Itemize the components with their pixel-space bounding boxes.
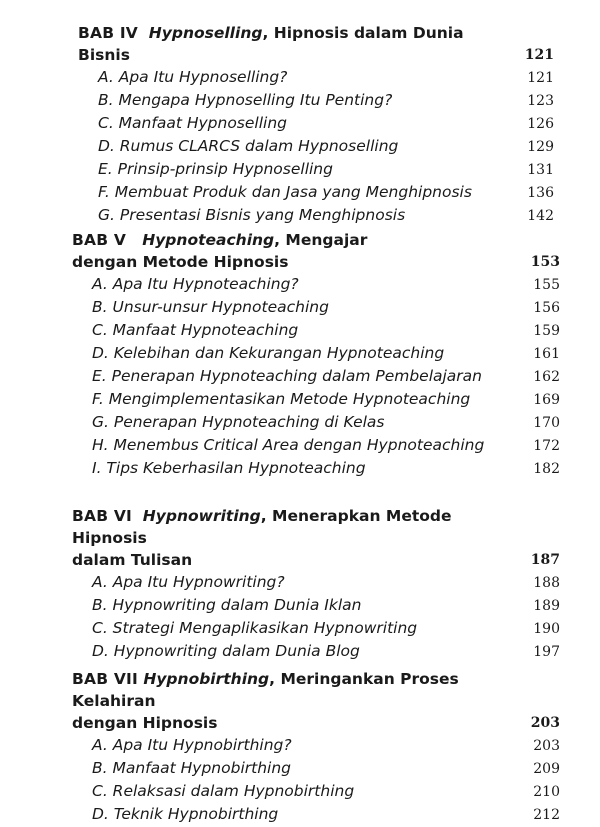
toc-entry-label: D. Rumus CLARCS dalam Hypnoselling <box>98 137 399 155</box>
toc-entry-page: 172 <box>533 438 560 454</box>
toc-entry-label: A. Apa Itu Hypnoteaching? <box>92 275 299 293</box>
toc-entry <box>78 204 558 227</box>
toc-entry-label: G. Penerapan Hypnoteaching di Kelas <box>92 413 385 431</box>
chapter-bab-vii <box>72 668 564 826</box>
toc-entry <box>72 411 564 434</box>
toc-entry-page: 123 <box>527 93 554 109</box>
toc-entry-page: 129 <box>527 139 554 155</box>
toc-entry-label: D. Kelebihan dan Kekurangan Hypnoteaching <box>92 344 445 362</box>
toc-entry <box>72 319 564 342</box>
toc-entry-label: A. Apa Itu Hypnobirthing? <box>92 736 292 754</box>
toc-entry-page: 161 <box>533 346 560 362</box>
toc-entry <box>72 571 564 594</box>
chapter-title-italic: Hypnoselling <box>148 24 263 42</box>
toc-entry <box>78 66 558 89</box>
toc-entry-label: C. Manfaat Hypnoteaching <box>92 321 299 339</box>
chapter-title-rest: , Mengajar <box>274 231 368 249</box>
chapter-title <box>78 22 558 66</box>
chapter-title <box>72 505 564 571</box>
chapter-title-line2: dalam Tulisan <box>72 551 193 569</box>
toc-entry <box>72 617 564 640</box>
toc-entry-page: 212 <box>533 807 560 823</box>
toc-entry-label: I. Tips Keberhasilan Hypnoteaching <box>92 459 366 477</box>
toc-entry-page: 121 <box>527 70 554 86</box>
chapter-page-number: 203 <box>530 715 560 731</box>
toc-entry-page: 190 <box>533 621 560 637</box>
toc-entry-label: D. Teknik Hypnobirthing <box>92 805 279 823</box>
chapter-title-rest: , Hipnosis dalam Dunia Bisnis <box>78 24 464 64</box>
toc-entry-label: B. Mengapa Hypnoselling Itu Penting? <box>98 91 393 109</box>
toc-entry-label: C. Manfaat Hypnoselling <box>98 114 287 132</box>
toc-entry-page: 210 <box>533 784 560 800</box>
chapter-title-italic: Hypnoteaching <box>142 231 275 249</box>
toc-entry-page: 136 <box>527 185 554 201</box>
toc-entry-label: F. Membuat Produk dan Jasa yang Menghipnosis <box>98 183 472 201</box>
toc-entry-page: 159 <box>533 323 560 339</box>
toc-entry <box>72 365 564 388</box>
toc-entry-label: B. Manfaat Hypnobirthing <box>92 759 292 777</box>
toc-entry-page: 209 <box>533 761 560 777</box>
chapter-title <box>72 668 564 734</box>
toc-entry <box>72 640 564 663</box>
chapter-number: BAB V <box>72 231 127 249</box>
toc-entry-page: 203 <box>533 738 560 754</box>
toc-entry-page: 182 <box>533 461 560 477</box>
toc-entry <box>72 342 564 365</box>
chapter-title <box>72 229 564 273</box>
chapter-title-rest: , Menerapkan Metode Hipnosis <box>72 507 452 547</box>
chapter-number: BAB VI <box>72 507 132 525</box>
toc-entry-label: C. Relaksasi dalam Hypnobirthing <box>92 782 355 800</box>
toc-entry <box>78 181 558 204</box>
chapter-title-line2: dengan Metode Hipnosis <box>72 253 289 271</box>
toc-entry <box>72 457 564 480</box>
chapter-page-number: 153 <box>530 254 560 270</box>
toc-entry <box>72 273 564 296</box>
toc-entry <box>72 388 564 411</box>
chapter-page-number: 121 <box>524 47 554 63</box>
chapter-bab-iv <box>78 22 558 227</box>
toc-entry-page: 142 <box>527 208 554 224</box>
toc-entry-label: E. Penerapan Hypnoteaching dalam Pembelajaran <box>92 367 483 385</box>
toc-entry-label: F. Mengimplementasikan Metode Hypnoteaching <box>92 390 471 408</box>
toc-entry <box>78 112 558 135</box>
toc-entry <box>72 296 564 319</box>
toc-entry-label: A. Apa Itu Hypnoselling? <box>98 68 288 86</box>
chapter-bab-v <box>72 229 564 480</box>
toc-entry <box>72 594 564 617</box>
toc-entry-page: 156 <box>533 300 560 316</box>
toc-entry <box>72 734 564 757</box>
toc-entry-page: 169 <box>533 392 560 408</box>
chapter-title-line2: dengan Hipnosis <box>72 714 218 732</box>
toc-entry-page: 126 <box>527 116 554 132</box>
toc-entry <box>78 158 558 181</box>
toc-entry <box>72 803 564 826</box>
toc-entry-page: 131 <box>527 162 554 178</box>
toc-entry-page: 189 <box>533 598 560 614</box>
toc-entry-label: E. Prinsip-prinsip Hypnoselling <box>98 160 333 178</box>
chapter-bab-vi <box>72 505 564 663</box>
chapter-title-rest: , Meringankan Proses Kelahiran <box>72 670 459 710</box>
toc-entry <box>72 780 564 803</box>
toc-entry <box>72 757 564 780</box>
chapter-number: BAB IV <box>78 24 138 42</box>
toc-entry-page: 170 <box>533 415 560 431</box>
toc-entry-page: 162 <box>533 369 560 385</box>
toc-entry <box>72 434 564 457</box>
toc-entry-page: 155 <box>533 277 560 293</box>
chapter-page-number: 187 <box>530 552 560 568</box>
toc-entry-label: C. Strategi Mengaplikasikan Hypnowriting <box>92 619 418 637</box>
toc-entry-label: B. Unsur-unsur Hypnoteaching <box>92 298 329 316</box>
chapter-title-italic: Hypnobirthing <box>143 670 270 688</box>
toc-entry-label: H. Menembus Critical Area dengan Hypnoteaching <box>92 436 485 454</box>
toc-entry-page: 197 <box>533 644 560 660</box>
toc-entry <box>78 89 558 112</box>
toc-entry-label: G. Presentasi Bisnis yang Menghipnosis <box>98 206 406 224</box>
toc-entry-label: D. Hypnowriting dalam Dunia Blog <box>92 642 360 660</box>
toc-entry-label: A. Apa Itu Hypnowriting? <box>92 573 285 591</box>
chapter-number: BAB VII <box>72 670 138 688</box>
chapter-title-italic: Hypnowriting <box>142 507 261 525</box>
toc-entry-label: B. Hypnowriting dalam Dunia Iklan <box>92 596 362 614</box>
toc-entry <box>78 135 558 158</box>
toc-entry-page: 188 <box>533 575 560 591</box>
